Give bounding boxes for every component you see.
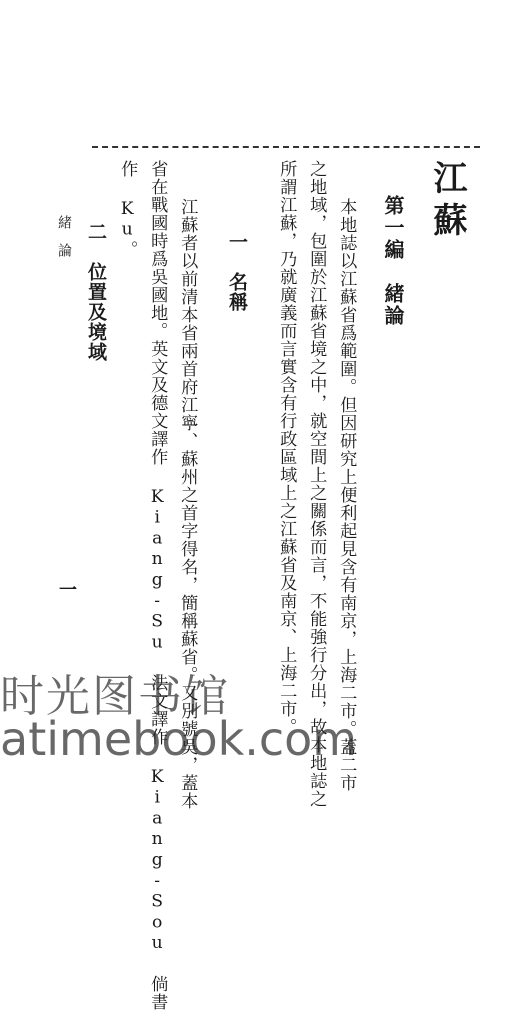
section-body-column: 省在戰國時爲吳國地。英文及德文譯作 Kiang-Su 法文譯作 Kiang-Sou 倘書	[147, 160, 168, 1011]
intro-paragraph-column: 所謂江蘇，乃就廣義而言實含有行政區域上之江蘇省及南京、上海二市。	[276, 160, 297, 736]
top-dashed-rule	[92, 146, 480, 148]
watermark-chinese: 时光图书馆	[0, 671, 230, 722]
page-title: 江蘇	[427, 160, 467, 244]
section-body-column: 作 Ku。	[117, 160, 138, 259]
intro-paragraph-column: 本地誌以江蘇省爲範圍。但因研究上便利起見含有南京，上海二市。蓋二市	[336, 198, 357, 792]
section-heading-location: 二 位置及境域	[85, 222, 107, 362]
watermark-url: atimebook.com	[0, 712, 358, 766]
chapter-heading: 第一編 緒論	[381, 195, 405, 327]
intro-paragraph-column: 之地域，包圍於江蘇省境之中，就空間上之關係而言，不能強行分出，故本地誌之	[306, 160, 327, 808]
side-running-head: 緒論	[56, 215, 72, 271]
section-heading-name: 一 名稱	[226, 232, 248, 312]
section-body-column: 江蘇者以前清本省兩首府江寧、蘇州之首字得名，簡稱蘇省。又別號吳，蓋本	[177, 198, 198, 810]
page-number: 一	[56, 580, 77, 598]
